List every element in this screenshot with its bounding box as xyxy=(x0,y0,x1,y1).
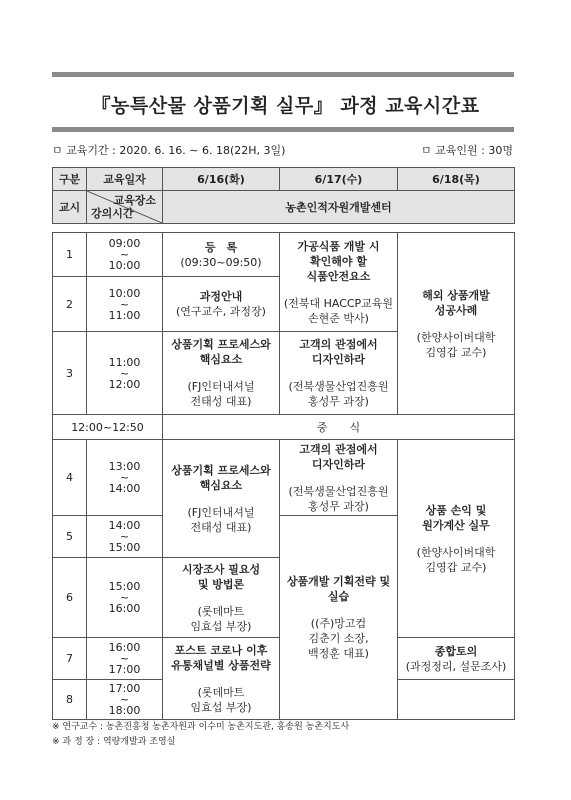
session-course-guide: 과정안내 (연구교수, 과정장) xyxy=(163,277,280,332)
period-number: 2 xyxy=(53,277,87,332)
header-row xyxy=(53,168,515,191)
header-period: 교시 xyxy=(53,191,87,224)
header-place: 교육장소 xyxy=(113,194,156,207)
period-time: 13:00 ~ 14:00 xyxy=(87,440,163,516)
period-time: 15:00 ~ 16:00 xyxy=(87,558,163,638)
session-food-safety: 가공식품 개발 시 확인해야 할 식품안전요소 (전북대 HACCP교육원 손현준 박사) xyxy=(280,233,398,332)
header-day-3: 6/18(목) xyxy=(398,168,515,191)
period-number: 1 xyxy=(53,233,87,277)
headcount-info: ㅁ 교육인원 : 30명 xyxy=(421,144,513,157)
period-number: 5 xyxy=(53,516,87,558)
period-info: ㅁ 교육기간 : 2020. 6. 16. ∼ 6. 18(22H, 3일) xyxy=(52,144,286,157)
period-time: 16:00 ~ 17:00 xyxy=(87,638,163,680)
period-time: 09:00 ~ 10:00 xyxy=(87,233,163,277)
header-time: 강의시간 xyxy=(91,207,134,220)
header-date: 교육일자 xyxy=(87,168,163,191)
session-product-strategy: 상품개발 기획전략 및 실습 ((주)망고컴 김춘기 소장, 백정훈 대표) xyxy=(280,516,398,720)
session-registration: 등 록 (09:30~09:50) xyxy=(163,233,280,277)
timetable xyxy=(52,167,515,720)
session-planning-process: 상품기획 프로세스와 핵심요소 (FJ인터내셔널 전태성 대표) xyxy=(163,332,280,415)
note-course-manager: ※ 과 정 장 : 역량개발과 조영실 xyxy=(52,737,176,747)
session-customer-design: 고객의 관점에서 디자인하라 (전북생물산업진흥원 홍성무 과장) xyxy=(280,332,398,415)
lunch-row xyxy=(53,415,515,440)
venue-row xyxy=(53,191,515,224)
period-number: 7 xyxy=(53,638,87,680)
header-place-time xyxy=(87,191,163,224)
session-wrap-up: 종합토의 (과정정리, 설문조사) xyxy=(398,638,515,680)
period-time: 14:00 ~ 15:00 xyxy=(87,516,163,558)
venue-name: 농촌인적자원개발센터 xyxy=(163,191,515,224)
page-title: 『농특산물 상품기획 실무』 과정 교육시간표 xyxy=(91,95,480,117)
period-number: 8 xyxy=(53,680,87,720)
session-overseas-cases: 해외 상품개발 성공사례 (한양사이버대학 김영갑 교수) xyxy=(398,233,515,415)
empty-cell xyxy=(398,680,515,720)
session-planning-process-2: 상품기획 프로세스와 핵심요소 (FJ인터내셔널 전태성 대표) xyxy=(163,440,280,558)
period-number: 4 xyxy=(53,440,87,516)
period-number: 6 xyxy=(53,558,87,638)
header-day-2: 6/17(수) xyxy=(280,168,398,191)
lunch-time: 12:00~12:50 xyxy=(53,415,163,440)
table-row xyxy=(53,233,515,277)
session-channel-strategy: 포스트 코로나 이후 유통채널별 상품전략 (롯데마트 임효섭 부장) xyxy=(163,638,280,720)
session-market-research: 시장조사 필요성 및 방법론 (롯데마트 임효섭 부장) xyxy=(163,558,280,638)
title-rule xyxy=(52,127,514,132)
note-research-staff: ※ 연구교수 : 농촌진흥청 농촌자원과 이수미 농촌지도관, 홍송원 농촌지도사 xyxy=(52,722,350,732)
header-day-1: 6/16(화) xyxy=(163,168,280,191)
period-time: 17:00 ~ 18:00 xyxy=(87,680,163,720)
session-customer-design-2: 고객의 관점에서 디자인하라 (전북생물산업진흥원 홍성무 과장) xyxy=(280,440,398,516)
lunch-label: 중 식 xyxy=(163,415,515,440)
table-row xyxy=(53,440,515,516)
session-cost-accounting: 상품 손익 및 원가계산 실무 (한양사이버대학 김영갑 교수) xyxy=(398,440,515,638)
header-gubun: 구분 xyxy=(53,168,87,191)
period-time: 10:00 ~ 11:00 xyxy=(87,277,163,332)
top-rule xyxy=(52,72,514,77)
period-number: 3 xyxy=(53,332,87,415)
period-time: 11:00 ~ 12:00 xyxy=(87,332,163,415)
